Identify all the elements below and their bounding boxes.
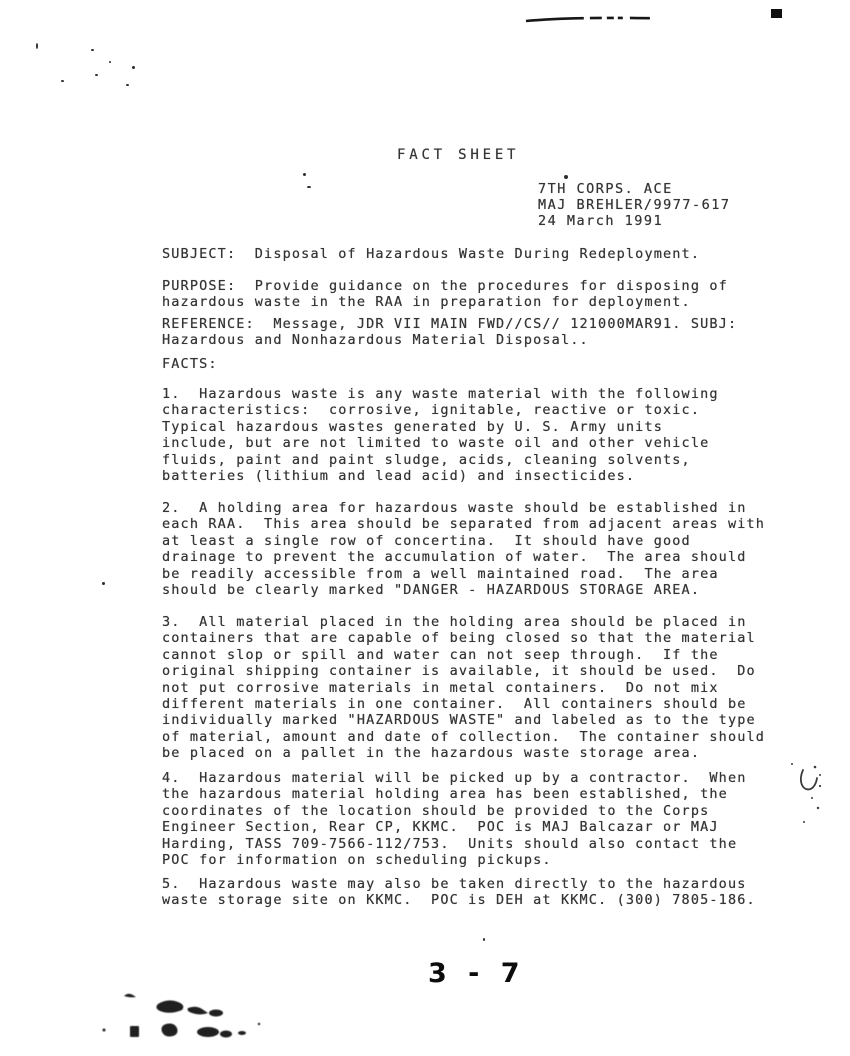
purpose-paragraph bbox=[162, 278, 728, 311]
text-line: batteries (lithium and lead acid) and insecticides. bbox=[162, 468, 636, 485]
header-block bbox=[538, 181, 731, 229]
text-line: at least a single row of concertina. It should have good bbox=[162, 532, 691, 549]
text-line: coordinates of the location should be provided to the Corps bbox=[162, 802, 710, 819]
fact-1-paragraph bbox=[162, 386, 719, 484]
text-line: individually marked "HAZARDOUS WASTE" and labeled as to the type bbox=[162, 712, 756, 729]
text-line: be placed on a pallet in the hazardous waste storage area. bbox=[162, 745, 701, 762]
fact-5-paragraph bbox=[162, 876, 756, 909]
text-line: cannot slop or spill and water can not seep through. If the bbox=[162, 646, 719, 663]
text-line: each RAA. This area should be separated from adjacent areas with bbox=[162, 516, 766, 533]
text-line: 5. Hazardous waste may also be taken directly to the hazardous bbox=[162, 876, 747, 892]
text-line: containers that are capable of being closed so that the material bbox=[162, 630, 756, 647]
text-line: 2. A holding area for hazardous waste should be established in bbox=[162, 500, 747, 516]
text-line: include, but are not limited to waste oil and other vehicle bbox=[162, 435, 710, 452]
header-author-line: MAJ BREHLER/9977-617 bbox=[538, 197, 731, 214]
text-line: 1. Hazardous waste is any waste material with the following bbox=[162, 386, 719, 402]
text-line: PURPOSE: Provide guidance on the procedures for disposing of bbox=[162, 278, 728, 294]
fact-2-paragraph bbox=[162, 500, 765, 598]
text-line: not put corrosive materials in metal containers. Do not mix bbox=[162, 679, 719, 696]
text-line: hazardous waste in the RAA in preparation for deployment. bbox=[162, 294, 691, 311]
fact-4-paragraph bbox=[162, 770, 747, 868]
text-line: be readily accessible from a well maintained road. The area bbox=[162, 565, 719, 582]
facts-label: FACTS: bbox=[162, 356, 218, 372]
text-line: of material, amount and date of collection. The container should bbox=[162, 728, 766, 745]
reference-paragraph bbox=[162, 316, 737, 349]
text-line: should be clearly marked "DANGER - HAZARDOUS STORAGE AREA. bbox=[162, 582, 701, 599]
header-office-line: 7TH CORPS. ACE bbox=[538, 181, 673, 197]
text-line: Engineer Section, Rear CP, KKMC. POC is MAJ Balcazar or MAJ bbox=[162, 819, 719, 836]
text-line: characteristics: corrosive, ignitable, reactive or toxic. bbox=[162, 402, 701, 419]
text-line: the hazardous material holding area has been established, the bbox=[162, 786, 728, 803]
text-line: fluids, paint and paint sludge, acids, cleaning solvents, bbox=[162, 451, 691, 468]
text-line: Hazardous and Nonhazardous Material Disposal.. bbox=[162, 332, 589, 349]
text-line: original shipping container is available, it should be used. Do bbox=[162, 663, 756, 680]
text-line: Typical hazardous wastes generated by U. S. Army units bbox=[162, 418, 663, 435]
text-line: waste storage site on KKMC. POC is DEH at KKMC. (300) 7805-186. bbox=[162, 892, 756, 909]
text-line: 3. All material placed in the holding area should be placed in bbox=[162, 614, 747, 630]
handwritten-margin-mark bbox=[790, 762, 842, 848]
text-line: POC for information on scheduling pickups. bbox=[162, 852, 552, 869]
fact-3-paragraph bbox=[162, 614, 765, 762]
text-line: different materials in one container. All containers should be bbox=[162, 696, 747, 713]
page-number: 3 - 7 bbox=[428, 958, 526, 989]
fact-sheet-title: FACT SHEET bbox=[397, 147, 520, 163]
ink-smudge bbox=[96, 986, 276, 1056]
text-line: REFERENCE: Message, JDR VII MAIN FWD//CS// 121000MAR91. SUBJ: bbox=[162, 316, 738, 332]
text-line: 4. Hazardous material will be picked up by a contractor. When bbox=[162, 770, 747, 786]
text-line: SUBJECT: Disposal of Hazardous Waste During Redeployment. bbox=[162, 246, 701, 262]
header-date-line: 24 March 1991 bbox=[538, 213, 664, 230]
text-line: Harding, TASS 709-7566-112/753. Units should also contact the bbox=[162, 835, 738, 852]
text-line: drainage to prevent the accumulation of water. The area should bbox=[162, 549, 747, 566]
subject-paragraph bbox=[162, 246, 700, 262]
